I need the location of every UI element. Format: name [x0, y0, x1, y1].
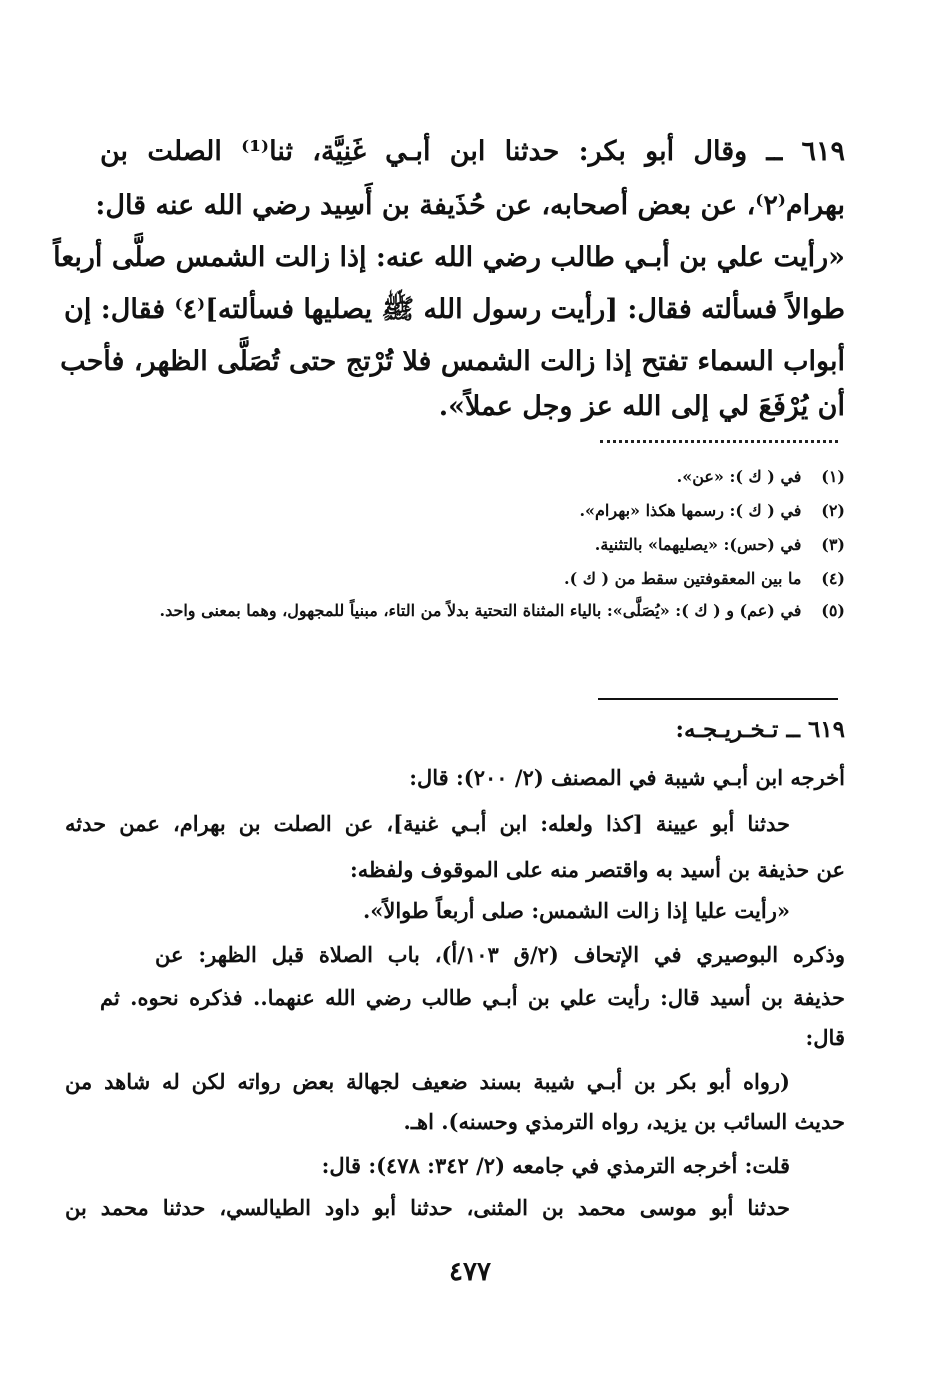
footnote-number: (٤) [821, 569, 845, 588]
footnote-number: (٥) [821, 601, 845, 620]
footnote-text: في ( ك ): رسمها هكذا «بهرام». [579, 501, 802, 520]
takhrij-line: حذيفة بن أسيد قال: رأيت علي بن أبـي طالب رضي الله عنهما.. فذكره نحوه. ثم [100, 985, 845, 1010]
page-number: ٤٧٧ [449, 1257, 491, 1287]
takhrij-line: عن حذيفة بن أسيد به واقتصر منه على الموقوف ولفظه: [349, 857, 845, 882]
section-divider [598, 698, 838, 700]
footnote-number: (٢) [821, 501, 845, 520]
takhrij-line: قلت: أخرجه الترمذي في جامعه (٢/ ٣٤٢: ٤٧٨): قال: [321, 1153, 790, 1178]
takhrij-line: حدثنا أبو موسى محمد بن المثنى، حدثنا أبو داود الطيالسي، حدثنا محمد بن [65, 1195, 790, 1220]
footnote-number: (٣) [821, 535, 845, 554]
hadith-line: أبواب السماء تفتح إذا زالت الشمس فلا تُرْتج حتى تُصَلَّى الظهر، فأحب [60, 346, 845, 377]
footnote-item [100, 460, 845, 494]
hadith-line: «رأيت علي بن أبـي طالب رضي الله عنه: إذا زالت الشمس صلَّى أربعاً [53, 242, 845, 273]
takhrij-line: (رواه أبو بكر بن أبـي شيبة بسند ضعيف لجهالة بعض رواته لكن له شاهد من [65, 1069, 790, 1094]
takhrij-line: أخرجه ابن أبـي شيبة في المصنف (٢/ ٢٠٠): قال: [409, 765, 845, 790]
footnote-number: (١) [821, 467, 845, 486]
takhrij-line: «رأيت عليا إذا زالت الشمس: صلى أربعاً طوالاً». [362, 898, 790, 923]
takhrij-line: قال: [805, 1025, 845, 1050]
footnotes [100, 460, 845, 626]
takhrij-line: حديث السائب بن يزيد، رواه الترمذي وحسنه). اهـ. [403, 1109, 845, 1134]
footnote-item [100, 494, 845, 528]
hadith-line: بهرام⁽٢⁾، عن بعض أصحابه، عن حُذَيفة بن أَسِيد رضي الله عنه قال: [95, 190, 845, 221]
footnote-text: في ( ك ): «عن». [676, 467, 802, 486]
footnote-item [100, 562, 845, 596]
footnote-item [100, 528, 845, 562]
footnote-separator [600, 440, 838, 451]
takhrij-line: حدثنا أبو عيينة [كذا ولعله: ابن أبـي غنية]، عن الصلت بن بهرام، عمن حدثه [65, 811, 790, 836]
footnote-text: في (حس): «يصليهما» بالتثنية. [594, 535, 802, 554]
footnote-text: في (عم) و ( ك ): «يُصَلَّى»: بالياء المثناة التحتية بدلاً من التاء، مبنياً للمجهول، وهما بمعنى واحد. [159, 601, 802, 620]
footnote-text: ما بين المعقوفتين سقط من ( ك ). [564, 569, 802, 588]
hadith-line: أن يُرْفَعَ لي إلى الله عز وجل عملاً». [438, 391, 845, 422]
hadith-line: ٦١٩ ــ وقال أبو بكر: حدثنا ابن أبـي غَنِيَّة، ثنا⁽¹⁾ الصلت بن [100, 136, 845, 167]
takhrij-line: وذكره البوصيري في الإتحاف (٢/ق ١٠٣/أ)، باب الصلاة قبل الظهر: عن [155, 942, 845, 967]
takhrij-heading: ٦١٩ ــ تـخـريـجـه: [675, 716, 845, 743]
footnote-item [100, 596, 845, 626]
hadith-line: طوالاً فسألته فقال: [رأيت رسول الله ﷺ يصليها فسألته]⁽٤⁾ فقال: إن [64, 294, 845, 325]
